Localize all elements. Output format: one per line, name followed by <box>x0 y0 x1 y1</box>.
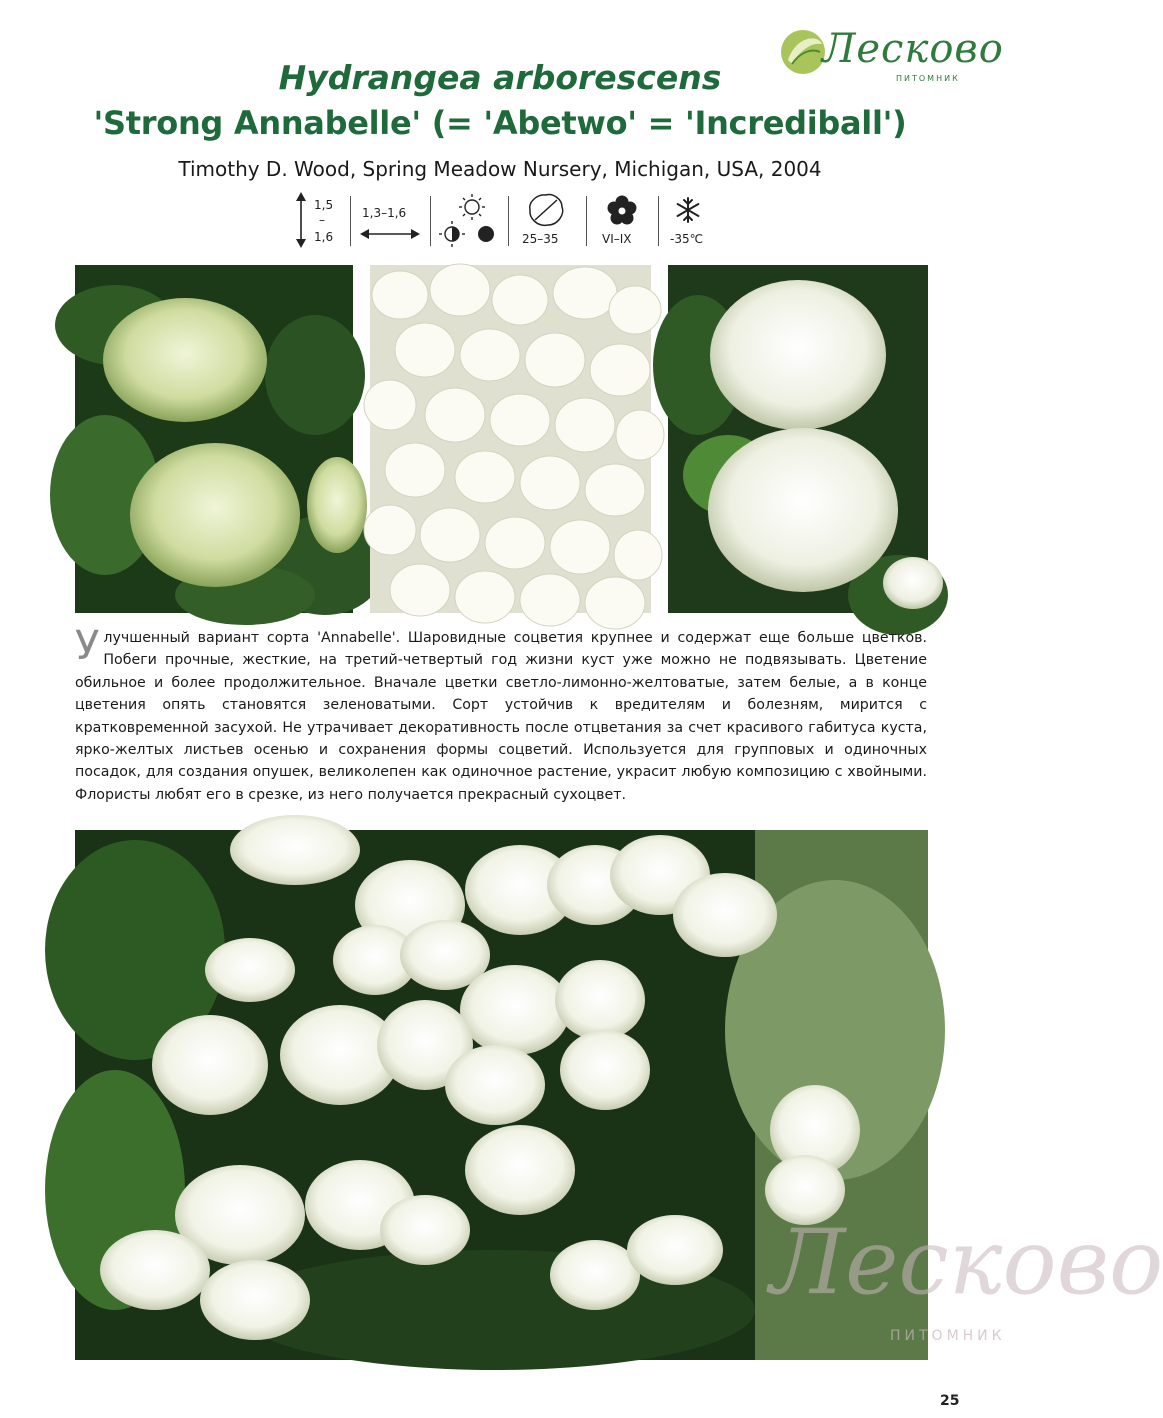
divider <box>430 196 431 246</box>
divider <box>586 196 587 246</box>
logo-subtitle: ПИТОМНИК <box>896 74 960 83</box>
width-attribute <box>358 192 424 250</box>
breeder-byline: Timothy D. Wood, Spring Meadow Nursery, Michigan, USA, 2004 <box>178 157 822 181</box>
photo-greenish-blooms <box>75 265 353 613</box>
hardiness-value: -35℃ <box>670 232 704 246</box>
photo-white-ball-blooms <box>668 265 928 613</box>
hardiness-attribute <box>664 192 720 250</box>
logo-wordmark: Лесково <box>822 26 1004 72</box>
vertical-arrow-icon <box>294 192 308 248</box>
inflorescence-diameter-icon <box>526 192 566 228</box>
width-value: 1,3–1,6 <box>362 206 407 220</box>
page-number: 25 <box>940 1393 960 1409</box>
bloom-period-attribute <box>592 192 652 250</box>
snowflake-icon <box>674 196 702 224</box>
bloom-period-value: VI–IX <box>602 232 632 246</box>
sun-partial-shade-shade-icon <box>436 192 502 248</box>
divider <box>658 196 659 246</box>
cultivar-title: 'Strong Annabelle' (= 'Abetwo' = 'Incrediball') <box>93 104 907 142</box>
horizontal-arrow-icon <box>360 228 420 240</box>
photo-garden-shrub <box>75 830 928 1360</box>
divider <box>350 196 351 246</box>
flower-icon <box>606 194 638 226</box>
watermark-subtitle: ПИТОМНИК <box>890 1328 1006 1344</box>
light-attribute <box>436 192 502 250</box>
watermark-wordmark: Лесково <box>770 1210 1163 1315</box>
flower-size-value: 25–35 <box>522 232 559 246</box>
species-title: Hydrangea arborescens <box>278 58 722 97</box>
flower-size-attribute <box>514 192 578 250</box>
description-paragraph <box>75 623 927 806</box>
height-dash: – <box>319 213 325 227</box>
drop-cap: У <box>75 623 100 669</box>
photo-floret-closeup <box>370 265 651 613</box>
plant-attributes <box>290 192 720 252</box>
height-min: 1,6 <box>314 230 334 244</box>
height-max: 1,5 <box>314 198 334 212</box>
description-text: лучшенный вариант сорта 'Annabelle'. Шаровидные соцветия крупнее и содержат еще больше цветков. Побеги прочные, жесткие, на третий-четвертый год жизни куст уже можно не подвязывать. Цветение обильное и более продолжительное. Вначале цветки светло-лимонно-желтоватые, затем белые, а в конце цветения опять становятся зеленоватыми. Сорт устойчив к вредителям и болезням, мирится с кратковременной засухой. Не утрачивает декоративность после отцветания за счет красивого габитуса куста, ярко-желтых листьев осенью и сохранения формы соцветий. Используется для групповых и одиночных посадок, для создания опушек, великолепен как одиночное растение, украсит любую композицию с хвойными. Флористы любят его в срезке, из него получается прекрасный сухоцвет. <box>75 630 927 803</box>
divider <box>508 196 509 246</box>
height-attribute <box>290 192 350 250</box>
